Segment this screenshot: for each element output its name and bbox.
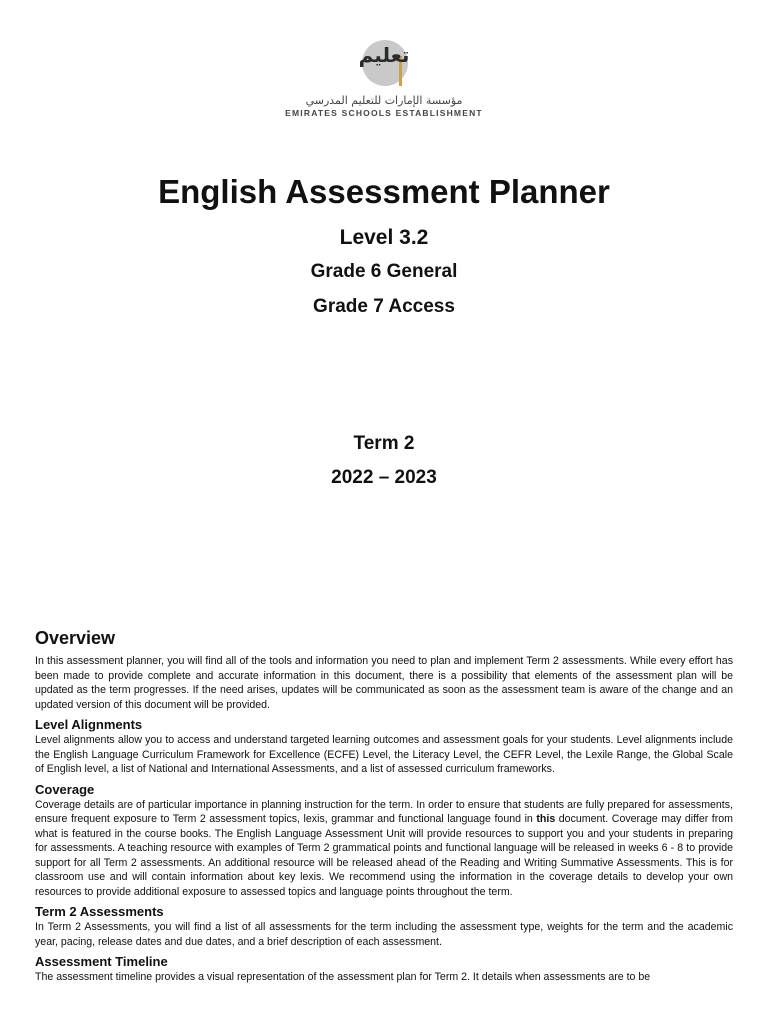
coverage-text	[35, 798, 733, 900]
assessment-timeline-text: The assessment timeline provides a visual representation of the assessment plan for Term 2. It details when assessments are to be	[35, 971, 651, 983]
overview-section	[35, 628, 733, 985]
document-title: English Assessment Planner	[158, 173, 610, 210]
level-alignments-text: Level alignments allow you to access and understand targeted learning outcomes and assessment goals for your students. Level alignments include the English Language Curriculum Framework for Excellence (ECFE) Level, the Literacy Level, the CEFR Level, the Lexile Range, the Global Scale of English level, a list of National and International Assessments, and a list of assessed curriculum frameworks.	[35, 734, 733, 775]
coverage-text-part-1: Coverage details are of particular importance in planning instruction for the term. In order to ensure that students are fully prepared for assessments, ensure frequent exposure to Term 2 assessment topics, lexis, grammar and functional language found in	[35, 798, 733, 825]
emirates-schools-logo-icon	[349, 30, 419, 92]
level-alignments-heading: Level Alignments	[35, 717, 143, 732]
term2-assessments-text: In Term 2 Assessments, you will find a list of all assessments for the term including the assessment type, weights for the term and the academic year, pacing, release dates and due dates, and a brief description of each assessment.	[35, 921, 733, 948]
academic-years-label: 2022 – 2023	[331, 467, 437, 488]
grade-general-label: Grade 6 General	[310, 261, 458, 282]
logo-arabic-mark: تعليم	[358, 43, 410, 67]
logo	[0, 30, 768, 118]
level-label: Level 3.2	[339, 226, 429, 249]
logo-english-name: EMIRATES SCHOOLS ESTABLISHMENT	[285, 108, 483, 118]
overview-intro: In this assessment planner, you will find all of the tools and information you need to plan and implement Term 2 assessments. While every effort has been made to provide complete and accurate information in this document, there is a possibility that elements of the assessment plan will be updated as the term progresses. If the need arises, updates will be communicated as soon as the assessment team is aware of the change and an updated version of this document will be provided.	[35, 655, 733, 711]
coverage-bold-word: this	[536, 813, 556, 825]
overview-heading: Overview	[35, 628, 116, 648]
coverage-heading: Coverage	[35, 781, 95, 797]
term2-assessments-heading: Term 2 Assessments	[35, 904, 164, 919]
term-label: Term 2	[353, 433, 415, 454]
assessment-timeline-heading: Assessment Timeline	[35, 954, 168, 969]
logo-arabic-name: مؤسسة الإمارات للتعليم المدرسي	[305, 94, 463, 107]
coverage-text-part-2: document. Coverage may differ from what is featured in the course books. The English Language Assessment Unit will provide resources to support you and your students in preparing for assessments. A teaching resource with examples of Term 2 grammatical points and functional language will be released in weeks 6 - 8 to provide support for all Term 2 assessments. An additional resource will be released ahead of the Reading and Writing Summative Assessments. This is for classroom use and will contain information about key lexis. We recommend using the information in the coverage details to develop your own resources to provide additional exposure to assessed topics and language points throughout the term.	[35, 813, 733, 898]
grade-access-label: Grade 7 Access	[313, 296, 455, 317]
